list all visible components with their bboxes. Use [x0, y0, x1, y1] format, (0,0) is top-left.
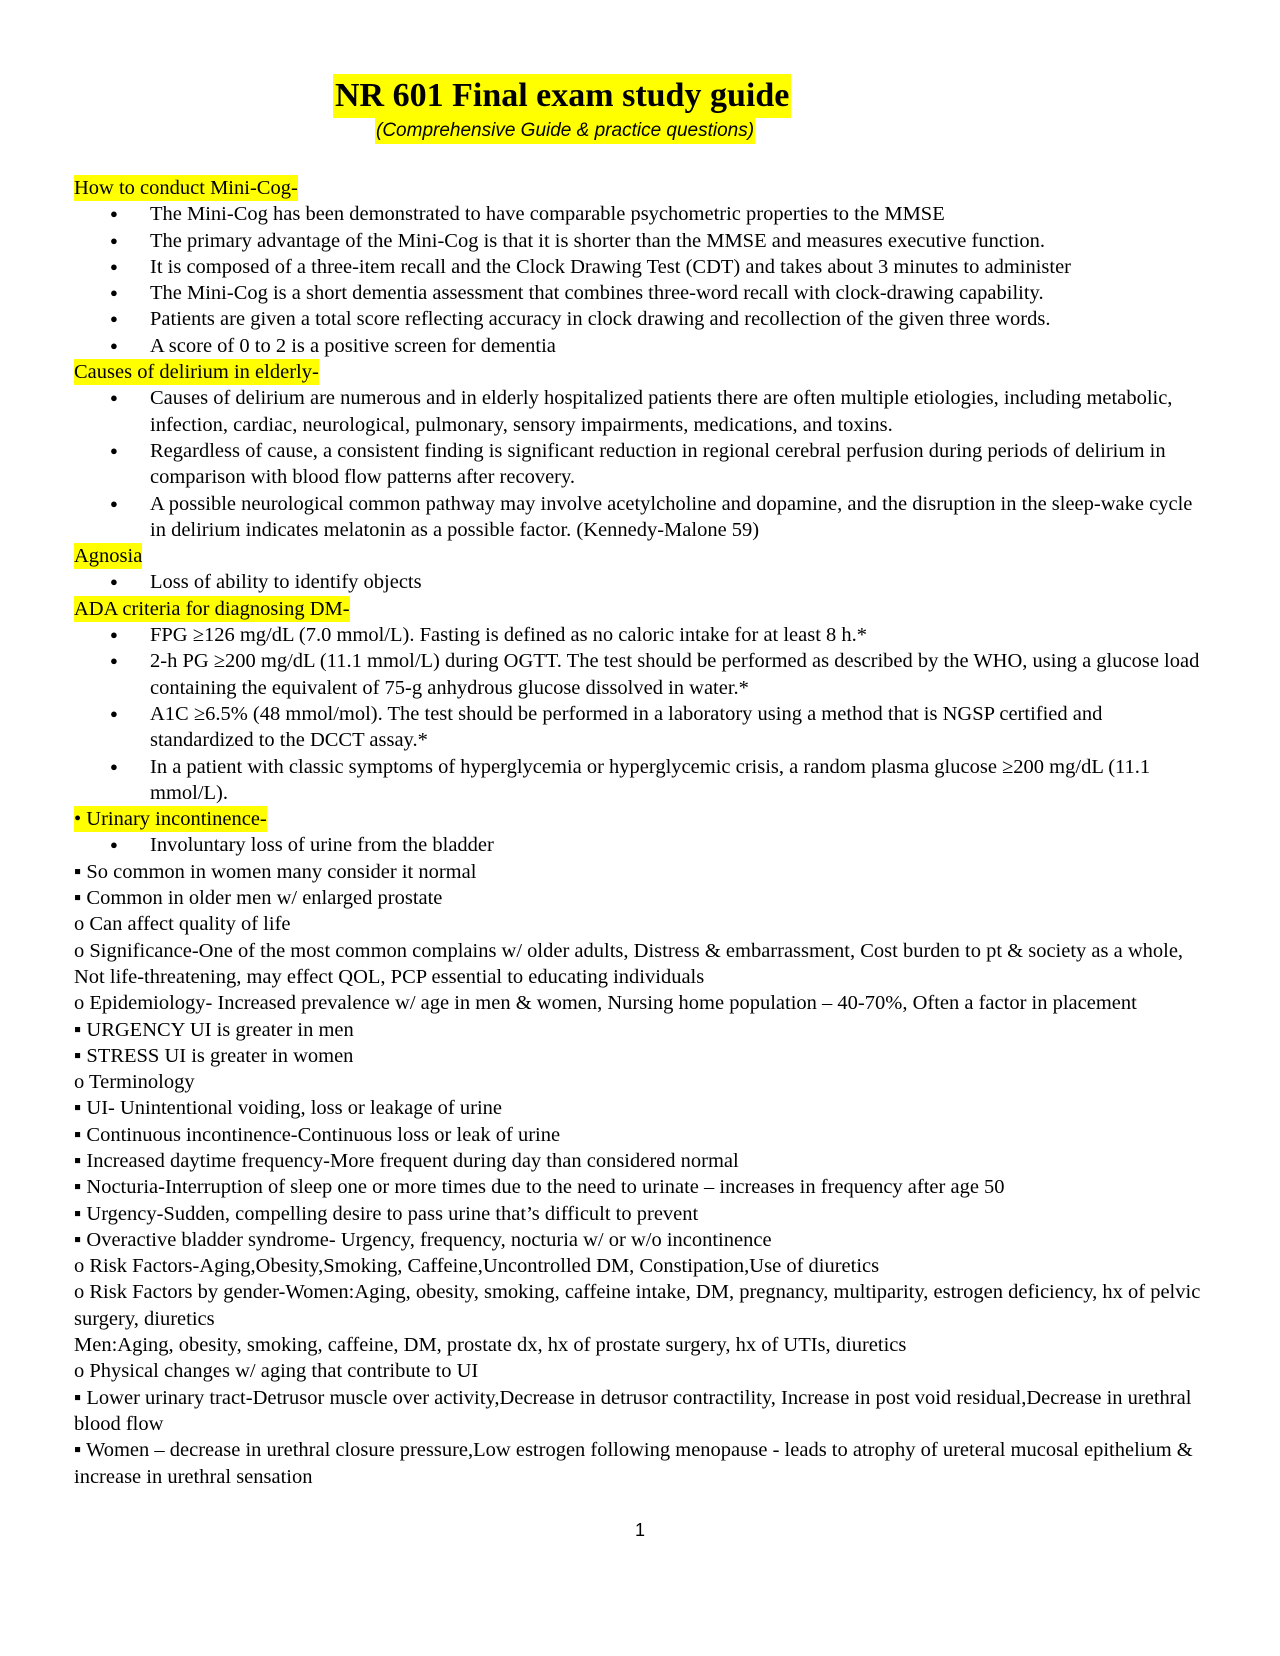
list-item: ● A score of 0 to 2 is a positive screen for dementia	[74, 333, 1204, 359]
section-ada-criteria	[74, 596, 1204, 806]
list-item: ● The Mini-Cog is a short dementia assessment that combines three-word recall with clock-drawing capability.	[74, 280, 1204, 306]
list-item: ● A1C ≥6.5% (48 mmol/mol). The test should be performed in a laboratory using a method that is NGSP certified and standardized to the DCCT assay.*	[74, 701, 1204, 754]
note-line: ▪ Lower urinary tract-Detrusor muscle over activity,Decrease in detrusor contractility, Increase in post void residual,Decrease in urethral blood flow	[74, 1386, 1192, 1435]
note-line: ▪ Overactive bladder syndrome- Urgency, frequency, nocturia w/ or w/o incontinence	[74, 1228, 772, 1251]
list-item: ● Causes of delirium are numerous and in elderly hospitalized patients there are often multiple etiologies, including metabolic, infection, cardiac, neurological, pulmonary, sensory impairments, medications, and toxins.	[74, 385, 1204, 438]
note-line: o Risk Factors by gender-Women:Aging, obesity, smoking, caffeine intake, DM, pregnancy, multiparity, estrogen deficiency, hx of pelvic surgery, diuretics	[74, 1281, 1201, 1330]
section-delirium	[74, 359, 1204, 543]
list-item: ● It is composed of a three-item recall and the Clock Drawing Test (CDT) and takes about 3 minutes to administer	[74, 254, 1204, 280]
note-line: o Can affect quality of life	[74, 913, 291, 936]
note-line: o Significance-One of the most common complains w/ older adults, Distress & embarrassment, Cost burden to pt & society as a whole, Not life-threatening, may effect QOL, PCP essential to educating individuals	[74, 939, 1184, 988]
list-item: ● Loss of ability to identify objects	[74, 569, 1204, 595]
section-heading: How to conduct Mini-Cog-	[74, 175, 298, 201]
section-heading: Agnosia	[74, 543, 142, 569]
list-item: ● Patients are given a total score reflecting accuracy in clock drawing and recollection of the given three words.	[74, 306, 1204, 332]
section-heading: ADA criteria for diagnosing DM-	[74, 596, 350, 622]
document-body	[74, 175, 1204, 1490]
list-item: ● Involuntary loss of urine from the bladder	[74, 832, 1204, 858]
notes-block	[74, 859, 1204, 1490]
bullet-list	[74, 832, 1204, 858]
page-title: NR 601 Final exam study guide	[333, 74, 791, 118]
section-heading: Causes of delirium in elderly-	[74, 359, 319, 385]
bullet-list	[74, 201, 1204, 359]
section-heading: • Urinary incontinence-	[74, 806, 267, 832]
note-line: ▪ Nocturia-Interruption of sleep one or more times due to the need to urinate – increases in frequency after age 50	[74, 1176, 1005, 1199]
note-line: ▪ UI- Unintentional voiding, loss or leakage of urine	[74, 1097, 502, 1120]
note-line: ▪ Urgency-Sudden, compelling desire to pass urine that’s difficult to prevent	[74, 1202, 699, 1225]
bullet-list	[74, 622, 1204, 806]
list-item: ● 2-h PG ≥200 mg/dL (11.1 mmol/L) during OGTT. The test should be performed as described by the WHO, using a glucose load containing the equivalent of 75-g anhydrous glucose dissolved in water.*	[74, 648, 1204, 701]
list-item: ● Regardless of cause, a consistent finding is significant reduction in regional cerebral perfusion during periods of delirium in comparison with blood flow patterns after recovery.	[74, 438, 1204, 491]
list-item: ● FPG ≥126 mg/dL (7.0 mmol/L). Fasting is defined as no caloric intake for at least 8 h.*	[74, 622, 1204, 648]
note-line: ▪ Common in older men w/ enlarged prostate	[74, 887, 443, 910]
section-urinary-incontinence	[74, 806, 1204, 1490]
note-line: ▪ STRESS UI is greater in women	[74, 1044, 354, 1067]
list-item: ● The Mini-Cog has been demonstrated to have comparable psychometric properties to the MMSE	[74, 201, 1204, 227]
list-item: ● In a patient with classic symptoms of hyperglycemia or hyperglycemic crisis, a random plasma glucose ≥200 mg/dL (11.1 mmol/L).	[74, 754, 1204, 807]
page-number: 1	[634, 1520, 645, 1540]
note-line: o Terminology	[74, 1071, 195, 1094]
section-agnosia	[74, 543, 1204, 596]
note-line: o Physical changes w/ aging that contribute to UI	[74, 1360, 479, 1383]
list-item: ● The primary advantage of the Mini-Cog is that it is shorter than the MMSE and measures executive function.	[74, 228, 1204, 254]
section-mini-cog	[74, 175, 1204, 359]
page-subtitle: (Comprehensive Guide & practice questions)	[375, 118, 755, 144]
note-line: ▪ Increased daytime frequency-More frequent during day than considered normal	[74, 1149, 739, 1172]
note-line: o Epidemiology- Increased prevalence w/ age in men & women, Nursing home population – 40-70%, Often a factor in placement	[74, 992, 1137, 1015]
note-line: ▪ URGENCY UI is greater in men	[74, 1018, 354, 1041]
bullet-list	[74, 385, 1204, 543]
note-line: o Risk Factors-Aging,Obesity,Smoking, Caffeine,Uncontrolled DM, Constipation,Use of diuretics	[74, 1255, 880, 1278]
list-item: ● A possible neurological common pathway may involve acetylcholine and dopamine, and the disruption in the sleep-wake cycle in delirium indicates melatonin as a possible factor. (Kennedy-Malone 59)	[74, 491, 1204, 544]
note-line: ▪ Continuous incontinence-Continuous loss or leak of urine	[74, 1123, 561, 1146]
note-line: ▪ Women – decrease in urethral closure pressure,Low estrogen following menopause - leads to atrophy of ureteral mucosal epithelium & increase in urethral sensation	[74, 1439, 1193, 1488]
bullet-list	[74, 569, 1204, 595]
note-line: Men:Aging, obesity, smoking, caffeine, DM, prostate dx, hx of prostate surgery, hx of UTIs, diuretics	[74, 1334, 907, 1357]
note-line: ▪ So common in women many consider it normal	[74, 860, 477, 883]
